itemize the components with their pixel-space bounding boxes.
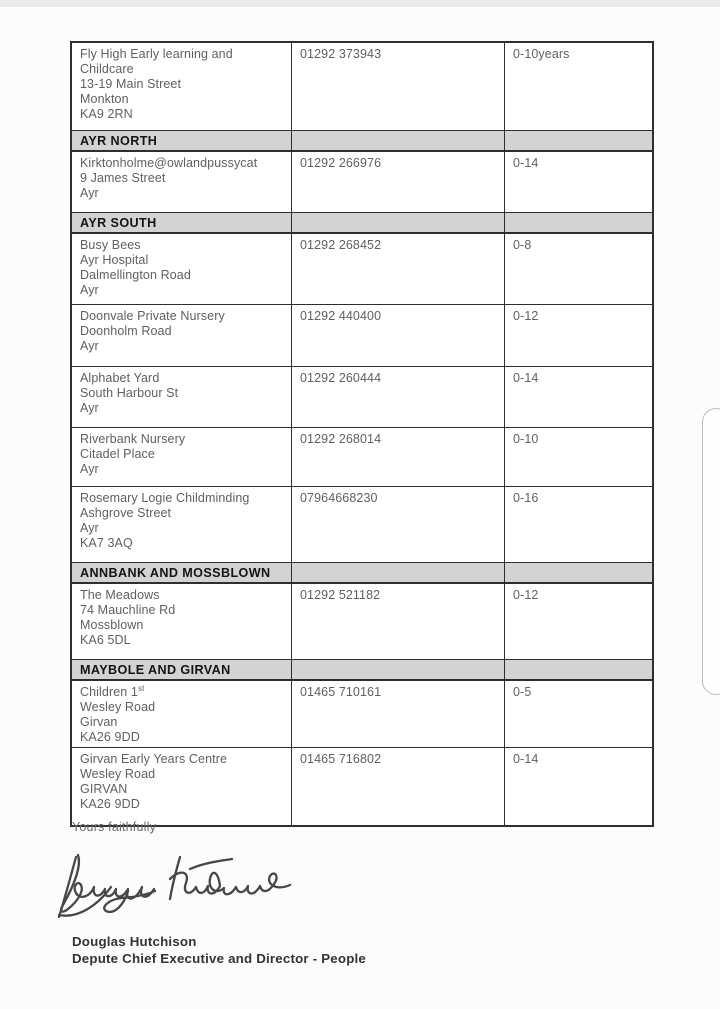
provider-address-line: KA9 2RN	[80, 107, 133, 121]
provider-address-line: Dalmellington Road	[80, 268, 191, 282]
provider-address-line: Ayr	[80, 521, 99, 535]
ages-cell: 0-10years	[504, 43, 652, 130]
section-label: AYR NORTH	[80, 134, 158, 148]
ages-cell: 0-12	[504, 305, 652, 366]
provider-address-line: 13-19 Main Street	[80, 77, 182, 91]
table-row	[72, 305, 652, 367]
section-cell-ages	[504, 131, 652, 150]
section-header-row	[72, 130, 652, 152]
signatory-name: Douglas Hutchison	[72, 934, 197, 949]
provider-address-line: Monkton	[80, 92, 129, 106]
provider-address-line: KA26 9DD	[80, 797, 140, 811]
provider-address-line: Childcare	[80, 62, 134, 76]
section-header-row	[72, 212, 652, 234]
provider-address-line: Citadel Place	[80, 447, 155, 461]
signatory-title: Depute Chief Executive and Director - People	[72, 950, 367, 966]
signature	[56, 845, 304, 925]
section-cell-ages	[504, 660, 652, 679]
provider-cell	[72, 367, 291, 427]
provider-address-line: KA26 9DD	[80, 730, 140, 744]
section-header-row	[72, 659, 652, 681]
provider-address-line: Ayr Hospital	[80, 253, 149, 267]
table-row	[72, 367, 652, 428]
section-header-row	[72, 562, 652, 584]
closing-text: Yours faithfully	[72, 820, 157, 834]
page-top-edge	[0, 0, 720, 7]
provider-address-line: Busy Bees	[80, 238, 141, 252]
section-cell-phone	[291, 660, 504, 679]
provider-address-line: Doonvale Private Nursery	[80, 309, 225, 323]
table-row	[72, 43, 652, 131]
provider-address-line: Ashgrove Street	[80, 506, 172, 520]
phone-cell: 01465 710161	[291, 681, 504, 747]
signature-ink	[56, 845, 304, 925]
provider-address-line: Girvan	[80, 715, 118, 729]
provider-address-line: Fly High Early learning and	[80, 47, 233, 61]
provider-address-line: GIRVAN	[80, 782, 128, 796]
provider-cell	[72, 584, 291, 659]
phone-cell: 01292 268452	[291, 234, 504, 304]
provider-cell	[72, 748, 291, 825]
provider-address-line: Children 1st	[80, 683, 145, 699]
section-cell-phone	[291, 213, 504, 232]
provider-cell	[72, 234, 291, 304]
section-cell-phone	[291, 131, 504, 150]
provider-address-line: 74 Mauchline Rd	[80, 603, 176, 617]
table-row	[72, 748, 652, 825]
phone-cell: 01292 268014	[291, 428, 504, 486]
ages-cell: 0-16	[504, 487, 652, 562]
ordinal-suffix: st	[137, 683, 145, 693]
provider-cell	[72, 43, 291, 130]
table-row	[72, 487, 652, 563]
table-row	[72, 234, 652, 305]
section-label: ANNBANK AND MOSSBLOWN	[80, 566, 271, 580]
ages-cell: 0-8	[504, 234, 652, 304]
provider-address-line: Ayr	[80, 283, 99, 297]
provider-address-line: South Harbour St	[80, 386, 179, 400]
provider-address-line: Doonholm Road	[80, 324, 172, 338]
section-cell-ages	[504, 563, 652, 582]
ages-cell: 0-10	[504, 428, 652, 486]
provider-address-line: Rosemary Logie Childminding	[80, 491, 250, 505]
provider-cell	[72, 305, 291, 366]
signatory-block	[72, 934, 366, 967]
table-row	[72, 681, 652, 748]
ages-cell: 0-5	[504, 681, 652, 747]
ages-cell: 0-14	[504, 367, 652, 427]
provider-cell	[72, 428, 291, 486]
phone-cell: 01292 260444	[291, 367, 504, 427]
section-cell-ages	[504, 213, 652, 232]
section-cell-phone	[291, 563, 504, 582]
provider-address-line: The Meadows	[80, 588, 160, 602]
phone-cell: 07964668230	[291, 487, 504, 562]
provider-address-line: KA7 3AQ	[80, 536, 133, 550]
provider-address-line: Ayr	[80, 186, 99, 200]
provider-cell	[72, 681, 291, 747]
provider-address-line: KA6 5DL	[80, 633, 131, 647]
section-label: MAYBOLE AND GIRVAN	[80, 663, 231, 677]
provider-address-line: Mossblown	[80, 618, 144, 632]
provider-address-line: Ayr	[80, 339, 99, 353]
scrollbar-thumb[interactable]	[702, 408, 720, 695]
provider-address-line: Wesley Road	[80, 700, 156, 714]
provider-address-line: 9 James Street	[80, 171, 166, 185]
phone-cell: 01292 521182	[291, 584, 504, 659]
ages-cell: 0-14	[504, 152, 652, 212]
provider-address-line: Kirktonholme@owlandpussycat	[80, 156, 258, 170]
provider-address-line: Ayr	[80, 401, 99, 415]
table-row	[72, 584, 652, 660]
table-row	[72, 152, 652, 213]
provider-cell	[72, 487, 291, 562]
provider-address-line: Alphabet Yard	[80, 371, 160, 385]
provider-address-line: Riverbank Nursery	[80, 432, 186, 446]
directory-table	[70, 41, 654, 827]
phone-cell: 01292 440400	[291, 305, 504, 366]
phone-cell: 01292 266976	[291, 152, 504, 212]
table-row	[72, 428, 652, 487]
provider-cell	[72, 152, 291, 212]
ages-cell: 0-12	[504, 584, 652, 659]
provider-address-line: Girvan Early Years Centre	[80, 752, 228, 766]
phone-cell: 01465 716802	[291, 748, 504, 825]
provider-address-line: Ayr	[80, 462, 99, 476]
provider-address-line: Wesley Road	[80, 767, 156, 781]
ages-cell: 0-14	[504, 748, 652, 825]
phone-cell: 01292 373943	[291, 43, 504, 130]
section-label: AYR SOUTH	[80, 216, 157, 230]
